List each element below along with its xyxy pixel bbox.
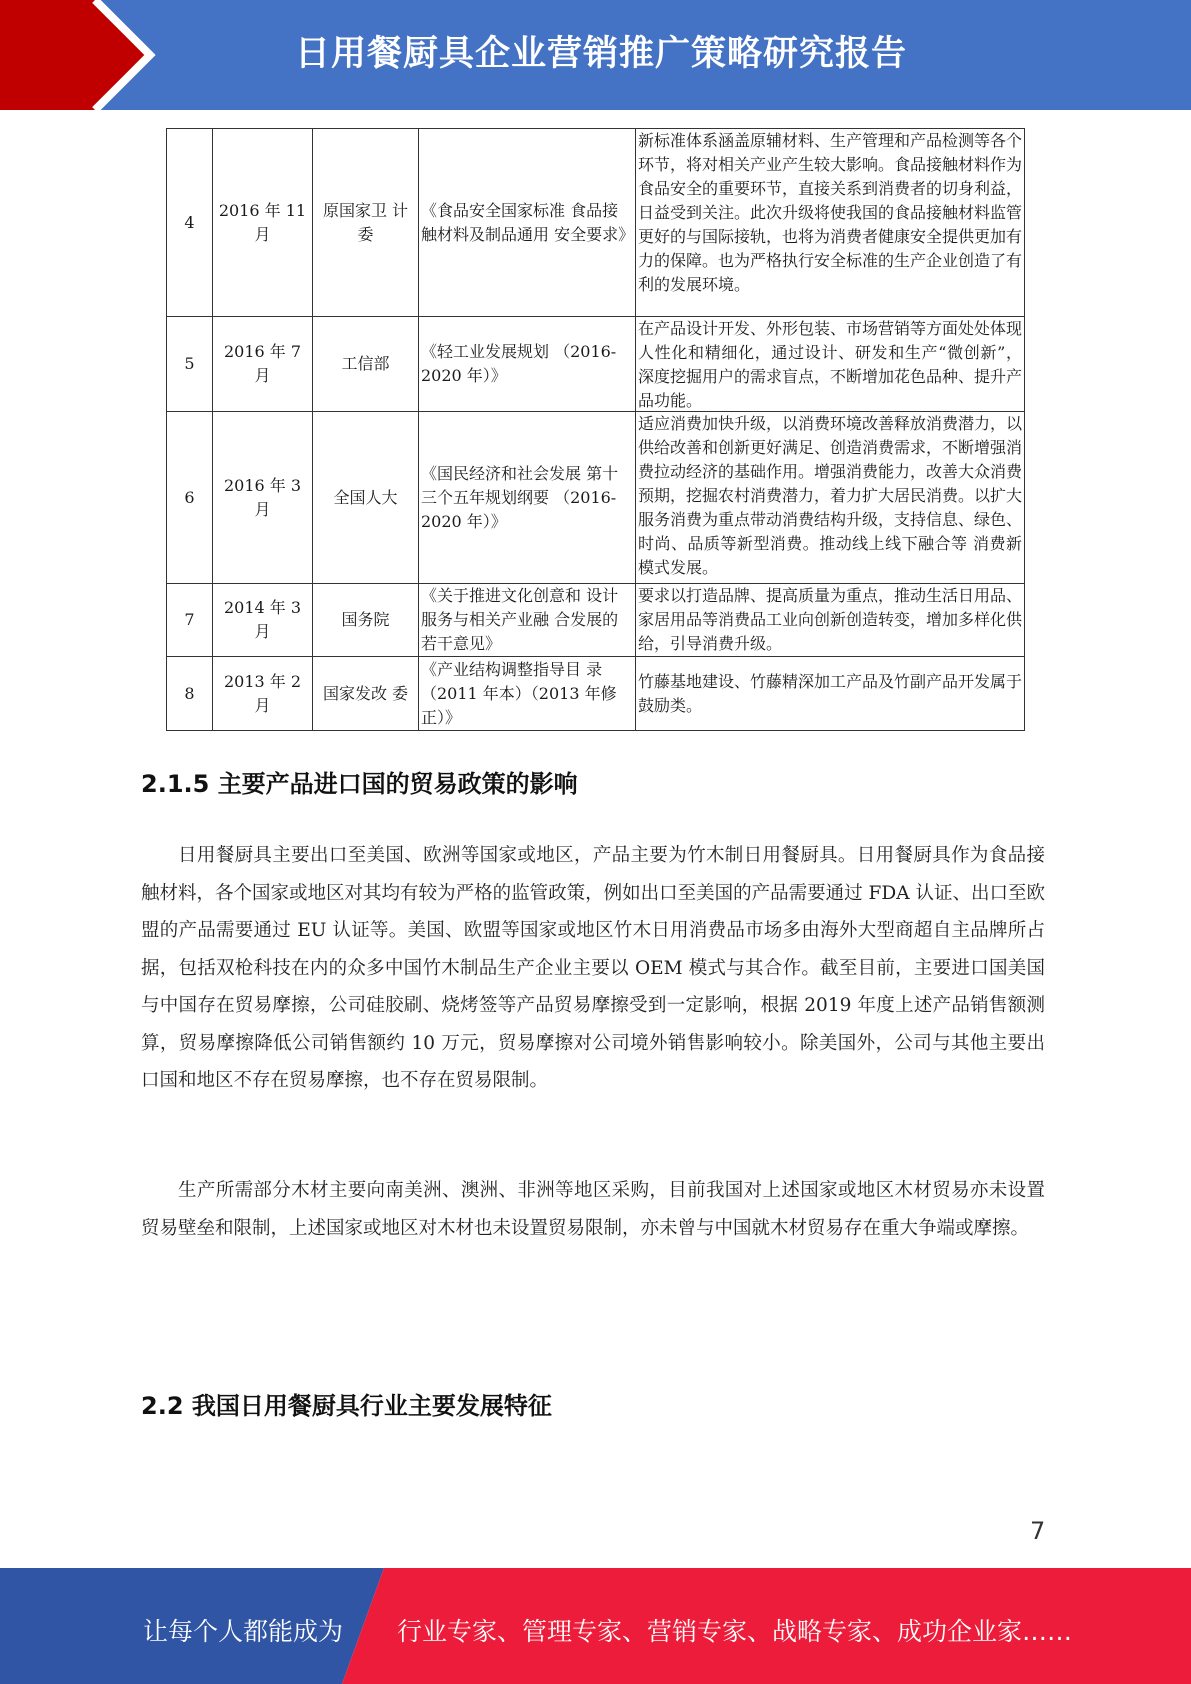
table-row xyxy=(167,584,1025,657)
table-row xyxy=(167,317,1025,412)
report-title: 日用餐厨具企业营销推广策略研究报告 xyxy=(295,34,908,74)
policy-document: 《国民经济和社会发展 第十三个五年规划纲要 （2016-2020 年）》 xyxy=(419,412,636,584)
policy-document: 《产业结构调整指导目 录（2011 年本）（2013 年修正）》 xyxy=(419,657,636,731)
page-number: 7 xyxy=(1030,1517,1046,1545)
section-heading-2-2: 2.2 我国日用餐厨具行业主要发展特征 xyxy=(141,1392,552,1420)
policy-document: 《轻工业发展规划 （2016-2020 年）》 xyxy=(419,317,636,412)
policy-impact xyxy=(636,657,1025,731)
header-banner xyxy=(0,0,1191,110)
row-number: 6 xyxy=(167,412,213,584)
paragraph-timber-sourcing: 生产所需部分木材主要向南美洲、澳洲、非洲等地区采购，目前我国对上述国家或地区木材贸易亦未设置贸易壁垒和限制，上述国家或地区对木材也未设置贸易限制，亦未曾与中国就木材贸易存在重大争端或摩擦。 xyxy=(141,1180,1045,1239)
section-heading-2-1-5: 2.1.5 主要产品进口国的贸易政策的影响 xyxy=(141,770,578,798)
policy-impact xyxy=(636,584,1025,657)
issuing-authority: 工信部 xyxy=(313,317,419,412)
policy-document: 《关于推进文化创意和 设计服务与相关产业融 合发展的若干意见》 xyxy=(419,584,636,657)
footer-slogan-left: 让每个人都能成为 xyxy=(143,1617,344,1646)
issuing-authority: 国务院 xyxy=(313,584,419,657)
issuing-authority: 原国家卫 计委 xyxy=(313,129,419,317)
table-row xyxy=(167,129,1025,317)
issue-date: 2016 年 11月 xyxy=(213,129,313,317)
impact-text: 在产品设计开发、外形包装、市场营销等方面处处体现人性化和精细化，通过设计、研发和生产“微创新”，深度挖掘用户的需求盲点，不断增加花色品种、提升产品功能。 xyxy=(638,319,1022,410)
paragraph-trade-policy: 日用餐厨具主要出口至美国、欧洲等国家或地区，产品主要为竹木制日用餐厨具。日用餐厨具作为食品接触材料，各个国家或地区对其均有较为严格的监管政策，例如出口至美国的产品需要通过 FDA 认证、出口至欧盟的产品需要通过 EU 认证等。美国、欧盟等国家或地区竹木日用消费品市场多由海外大型商超自主品牌所占据，包括双枪科技在内的众多中国竹木制品生产企业主要以 OEM 模式与其合作。截至目前，主要进口国美国与中国存在贸易摩擦，公司硅胶刷、烧烤签等产品贸易摩擦受到一定影响，根据 2019 年度上述产品销售额测算，贸易摩擦降低公司销售额约 10 万元，贸易摩擦对公司境外销售影响较小。除美国外，公司与其他主要出口国和地区不存在贸易摩擦，也不存在贸易限制。 xyxy=(141,845,1045,1091)
table-row xyxy=(167,657,1025,731)
row-number: 7 xyxy=(167,584,213,657)
row-number: 8 xyxy=(167,657,213,731)
impact-text: 要求以打造品牌、提高质量为重点，推动生活日用品、家居用品等消费品工业向创新创造转变，增加多样化供给，引导消费升级。 xyxy=(638,586,1022,653)
impact-text: 适应消费加快升级，以消费环境改善释放消费潜力，以供给改善和创新更好满足、创造消费需求，不断增强消费拉动经济的基础作用。增强消费能力，改善大众消费预期，挖掘农村消费潜力，着力扩大居民消费。以扩大服务消费为重点带动消费结构升级，支持信息、绿色、 时尚、品质等新型消费。推动线上线下融合等 消费新模式发展。 xyxy=(638,414,1022,577)
policy-impact xyxy=(636,129,1025,317)
issue-date: 2016 年 7 月 xyxy=(213,317,313,412)
policy-document: 《食品安全国家标准 食品接触材料及制品通用 安全要求》 xyxy=(419,129,636,317)
impact-text: 竹藤基地建设、竹藤精深加工产品及竹副产品开发属于鼓励类。 xyxy=(638,671,1023,715)
impact-text: 新标准体系涵盖原辅材料、生产管理和产品检测等各个环节，将对相关产业产生较大影响。食品接触材料作为食品安全的重要环节，直接关系到消费者的切身利益，日益受到关注。此次升级将使我国的食品接触材料监管更好的与国际接轨，也将为消费者健康安全提供更加有力的保障。也为严格执行安全标准的生产企业创造了有利的发展环境。 xyxy=(638,131,1022,294)
issue-date: 2014 年 3 月 xyxy=(213,584,313,657)
table-row xyxy=(167,412,1025,584)
row-number: 5 xyxy=(167,317,213,412)
issue-date: 2013 年 2 月 xyxy=(213,657,313,731)
footer-slogan-right: 行业专家、管理专家、营销专家、战略专家、成功企业家…… xyxy=(397,1617,1073,1646)
issuing-authority: 全国人大 xyxy=(313,412,419,584)
issuing-authority: 国家发改 委 xyxy=(313,657,419,731)
row-number: 4 xyxy=(167,129,213,317)
policy-impact xyxy=(636,317,1025,412)
policy-impact xyxy=(636,412,1025,584)
header-red-arrow xyxy=(0,0,150,110)
policy-table xyxy=(166,128,1025,731)
issue-date: 2016 年 3 月 xyxy=(213,412,313,584)
